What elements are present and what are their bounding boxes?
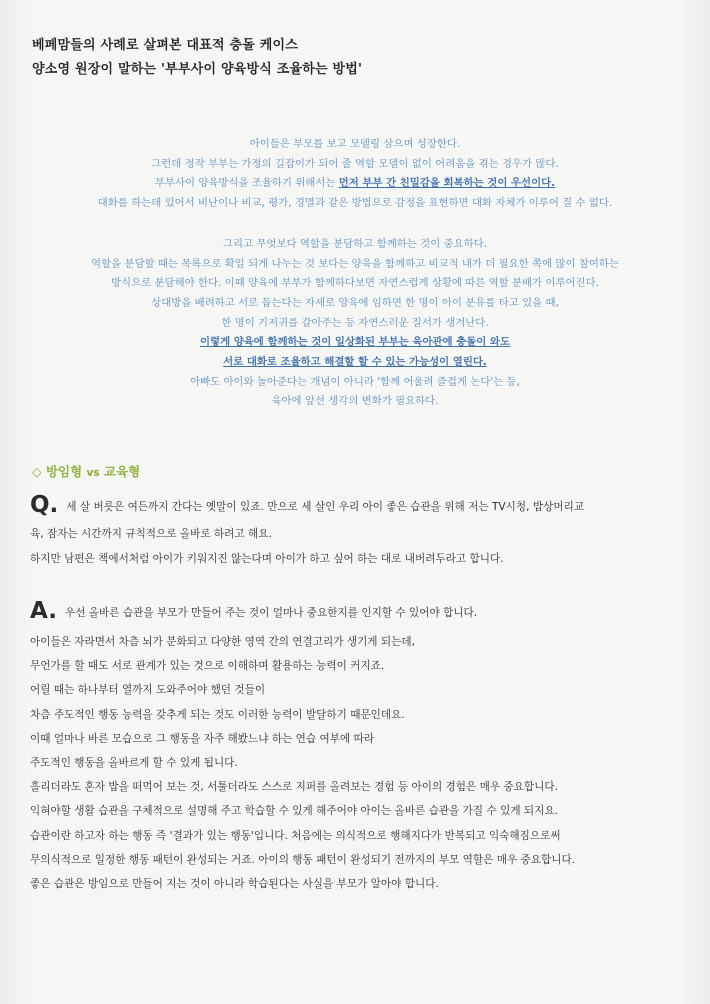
question-line: 하지만 남편은 책에서처럼 아이가 키워지진 않는다며 아이가 하고 싶어 하는 대로 내버려두라고 합니다. — [30, 552, 504, 565]
paragraph-gap — [20, 214, 690, 235]
answer-block — [30, 594, 680, 896]
question-line: 육, 잠자는 시간까지 규칙적으로 올바로 하려고 해요. — [30, 528, 272, 540]
section-title-left: ◇ 방임형 — [32, 464, 87, 479]
answer-line: 좋은 습관은 방임으로 만들어 지는 것이 아니라 학습된다는 사실을 부모가 알아야 합니다. — [30, 878, 439, 891]
answer-line: 무의식적으로 일정한 행동 패턴이 완성되는 거죠. 아이의 행동 패턴이 완성되기 전까지의 부모 역할은 매우 중요합니다. — [30, 853, 576, 866]
header-subtitle: 양소영 원장이 말하는 '부부사이 양육방식 조율하는 방법' — [32, 62, 363, 77]
answer-line: 무언가를 할 때도 서로 관계가 있는 것으로 이해하며 활용하는 능력이 커지죠. — [30, 660, 385, 673]
quote-emphasis: 먼저 부부 간 친밀감을 회복하는 것이 우선이다. — [338, 177, 556, 190]
quote-line — [20, 174, 690, 194]
quote-line: 아빠도 아이와 놀아준다는 개념이 아니라 '함께 어울려 즐겁게 논다'는 등, — [190, 375, 520, 388]
section-title-right: 교육형 — [99, 464, 141, 479]
quote-line — [20, 353, 690, 373]
quote-line — [20, 333, 690, 353]
section-title — [32, 462, 140, 480]
highlight-quote — [20, 135, 690, 412]
quote-line: 상대방을 배려하고 서로 돕는다는 자세로 양육에 임하면 한 명이 아이 분유를 타고 있을 때, — [151, 296, 559, 309]
question-line — [30, 490, 680, 522]
answer-letter: A. — [30, 598, 57, 624]
answer-line: 이때 얼마나 바른 모습으로 그 행동을 자주 해봤느냐 하는 연습 여부에 따라 — [30, 732, 375, 745]
quote-line: 한 명이 기저귀를 갈아주는 등 자연스러운 질서가 생겨난다. — [221, 316, 489, 329]
quote-line: 그리고 무엇보다 역할을 분담하고 함께하는 것이 중요하다. — [222, 237, 487, 250]
answer-line: 어릴 때는 하나부터 열까지 도와주어야 했던 것들이 — [30, 684, 266, 697]
answer-line: 습관이란 하고자 하는 행동 즉 '결과가 있는 행동'입니다. 처음에는 의식적으로 행해지다가 반복되고 익숙해짐으로써 — [30, 829, 561, 842]
quote-line: 대화를 하는데 있어서 비난이나 비교, 평가, 경멸과 같은 방법으로 감정을 표현하면 대화 자체가 이루어 질 수 없다. — [97, 197, 613, 210]
quote-text: 부부사이 양육방식을 조율하기 위해서는 — [154, 177, 339, 190]
question-block — [30, 490, 680, 571]
article-header — [32, 34, 672, 82]
section-title-vs: vs — [86, 467, 100, 479]
answer-line: 흘리더라도 혼자 밥을 떠먹어 보는 것, 서툴더라도 스스로 지퍼를 올려보는 경험 등 아이의 경험은 매우 중요합니다. — [30, 781, 558, 794]
quote-line: 아이들은 부모를 보고 모델링 삼으며 성장한다. — [249, 138, 461, 150]
answer-text: 우선 올바른 습관을 부모가 만들어 주는 것이 얼마나 중요한지를 인지할 수 있어야 합니다. — [64, 607, 478, 619]
answer-line — [30, 594, 680, 630]
question-letter: Q. — [30, 492, 59, 518]
quote-line: 육아에 앞선 생각의 변화가 필요하다. — [271, 395, 439, 408]
quote-line: 그런데 정작 부부는 가정의 길잡이가 되어 줄 역할 모델이 없이 어려움을 겪는 경우가 많다. — [151, 157, 559, 170]
answer-line: 아이들은 자라면서 차츰 뇌가 분화되고 다양한 영역 간의 연결고리가 생기게 되는데, — [30, 636, 415, 648]
answer-line: 익혀야할 생활 습관을 구체적으로 설명해 주고 학습할 수 있게 해주어야 아이는 올바른 습관을 가질 수 있게 되지요. — [30, 805, 558, 818]
quote-line: 역할을 분담할 때는 목록으로 확일 되게 나누는 것 보다는 양육을 함께하고 비교적 내가 더 필요한 쪽에 많이 참여하는 — [91, 257, 619, 270]
header-title: 베페맘들의 사례로 살펴본 대표적 충돌 케이스 — [32, 38, 299, 53]
answer-line: 주도적인 행동을 올바르게 할 수 있게 됩니다. — [30, 757, 238, 770]
quote-emphasis: 이렇게 양육에 함께하는 것이 일상화된 부부는 육아관에 충돌이 와도 — [200, 336, 510, 349]
answer-line: 차츰 주도적인 행동 능력을 갖추게 되는 것도 이러한 능력이 발달하기 때문인데요. — [30, 708, 405, 721]
quote-emphasis: 서로 대화로 조율하고 해결할 할 수 있는 가능성이 열린다. — [223, 356, 487, 369]
quote-line: 방식으로 분담해야 한다. 이때 양육에 부부가 함께하다보면 자연스럽게 상황에 따른 역할 분배가 이루어진다. — [111, 277, 599, 290]
question-text: 세 살 버릇은 여든까지 간다는 옛말이 있죠. 만으로 세 살인 우리 아이 좋은 습관을 위해 저는 TV시청, 밥상머리교 — [66, 501, 585, 513]
